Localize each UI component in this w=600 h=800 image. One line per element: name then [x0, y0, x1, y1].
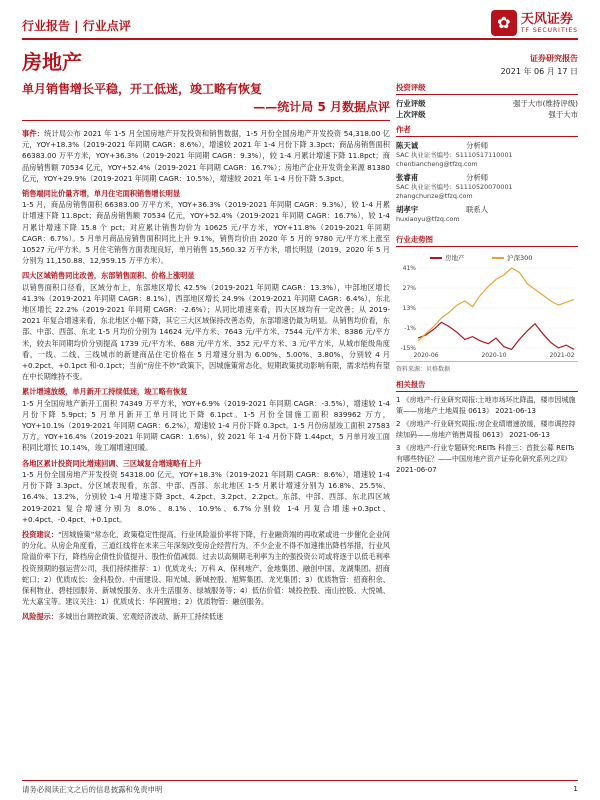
- top-bar: [22, 8, 578, 40]
- related-report-1[interactable]: 1 《房地产-行业研究周报:土地市场环比降温，楼市因城施策——房地产土地周报 0613》 2021-06-13: [396, 396, 576, 415]
- analyst-3: 胡孝宇 联系人 huxiaoyu@tfzq.com: [396, 204, 578, 224]
- para-construction: 1-5 月全国房地产新开工面积 74349 万平方米，YOY+6.9%（2019-2021 年同期 CAGR：-3.5%），增速较 1-4 月份下降 5.9pct；5 月单月新开工单月同比下降 6.1pct。1-5 月份全国施工面积 839962 万方，YOY+10.1%（2019-2021 年同期 CAGR：6.2%），增速较 1-4 月份下降 0.3pct。1-5 月份房屋竣工面积 27583 万方，YOY+16.4%（2019-2021 年同期 CAGR：1.6%），较 2021 年 1-4 月份下降 1.44pct，5 月单月竣工面积同比增长 10.14%，竣工端增速回暖。: [22, 398, 390, 453]
- footer: [22, 780, 578, 795]
- related-heading: 相关报告: [396, 379, 578, 392]
- x-tick-label: 2020-06: [413, 352, 439, 359]
- company-logo: [491, 10, 578, 36]
- report-type: 证券研究报告: [530, 54, 578, 63]
- logo-icon: ✿: [491, 10, 517, 36]
- analyst-email[interactable]: chentiancheng@tfzq.com: [396, 160, 478, 168]
- trend-chart-svg: [396, 250, 578, 362]
- x-tick-label: 2020-10: [481, 352, 507, 359]
- sec-investment-title: 各地区累计投资同比增速回调、三区域复合增速略有上升: [22, 458, 202, 468]
- analyst-heading: 作者: [396, 124, 578, 137]
- logo-en: TF SECURITIES: [520, 26, 578, 34]
- industry-rating: 行业评级 强于大市(维持评级): [396, 99, 578, 108]
- related-report-3[interactable]: 3 《房地产-行业专题研究:REITs 科普三：首批公募 REITs 有哪些特征？——中国房地产资产证券化研究系列之四》 2021-06-07: [396, 444, 575, 474]
- para-investment: 1-5 月份全国房地产开发投资 54318.00 亿元，YOY+18.3%（2019-2021 年同期 CAGR：8.6%），增速较 1-4 月份下降 3.3pct。分区域表现看，东部、中部、西部、东北地区 1-5 月累计增速分别为 16.8%、25.5%、16.4%、13.2%，分别较 1-4 月增速下降 3pct、4.2pct、3.2pct、2.2pct。东部、中部、西部、东北四区域 2019-2021 复合增速分别为 8.0%、8.1%、10.9%、6.7%分别较 1-4 月复合增速+0.3pct、+0.4pct、-0.4pct、+0.1pct。: [22, 469, 390, 524]
- sec-sales-title: 销售端同比价量齐增，单月住宅面积销售增长明显: [22, 189, 181, 199]
- analyst-1: 陈天诚 分析师 SAC 执业证书编号：S1110517110001 chentiancheng@tfzq.com: [396, 140, 578, 169]
- para-advice: 投资建议：“因城施策”常态化，政策稳定性提高，行业风险溢价率将下降，行业融资端的再收紧或进一步催化企业间的分化。从房企角度看，三道红线将在未来三年深刻改变房企经营行为，不少企业不得不加速推出降档举措，行业风险溢价率下行，降档房企债性价值提升、股性价值减弱。过去以高频期毛利率为主的强投资公司或将逐于以低毛利率投资预期的强运营公司，我们持续推荐：1）优质龙头；万科 A、保利地产、金地集团、融创中国、龙湖集团、招商蛇口；2）优质成长：金科股份、中南建设、阳光城、新城控股、旭辉集团、龙光集团；3）优质物管：招商积余、保利物业、碧桂园服务、新城悦服务、永升生活服务、绿城服务等；4）低估价值：城投控股、南山控股、大悦城、光大嘉宝等。建议关注：1）优质成长：华润置地；2）优质物管：融创服务。: [22, 529, 390, 607]
- para-event: 事件：统计局公布 2021 年 1-5 月全国房地产开发投资和销售数据，1-5 月份全国房地产开发投资 54,318.00 亿元，YOY+18.3%（2019-2021 年同期 CAGR：8.6%），增速较 2021 年 1-4 月份下降 3.3pct；商品房销售面积 66383.00 万平方米，YOY+36.3%（2019-2021 年同期 CAGR：9.3%），较 1-4 月累计增速下降 11.8pct；商品房销售额 70534 亿元，YOY+52.4%（2019-2021 年同期 CAGR：16.7%）；房地产企业开发资金来源 81380 亿元，YOY+29.9%（2019-2021 年同期 CAGR：10.5%），增速较 2021 年 1-4 月份下降 5.3pct。: [22, 129, 390, 183]
- sidebar: [396, 78, 578, 478]
- prev-rating: 上次评级 强于大市: [396, 110, 578, 119]
- main-content: [22, 128, 390, 627]
- para-sales: 1-5 月，商品房销售面积 66383.00 万平方米，YOY+36.3%（2019-2021 年同期 CAGR：9.3%），较 1-4 月累计增速下降 11.8pct；商品房销售额 70534 亿元，YOY+52.4%（2019-2021 年同期 CAGR：16.7%），较 1-4 月累计增速下降 15.8 个 pct；对应累计销售均价为 10625 元/平方米，YOY+11.8%（2019-2021 年同期 CAGR：6.7%）。5 月单月商品房销售面积同比上升 9.1%，销售均价由 2020 年 5 月的 9780 元/平方米上涨至 10527 元/平方米。5 月住宅销售方面表现良好，单月销售 15,560.32 万平方米，增长明显（2019、2020 年 5 月分别为 11,150.88、12,959.15 万平方米）。: [22, 200, 390, 266]
- y-tick-label: -1%: [404, 325, 416, 332]
- related-report-2[interactable]: 2 《房地产-行业研究周报:房企业绩增速放缓，楼市调控持续加码——房地产销售周报 0613》 2021-06-13: [396, 420, 576, 439]
- series-line-0: [418, 322, 574, 349]
- legend-label: 房地产: [445, 254, 465, 262]
- y-tick-label: -15%: [400, 345, 416, 352]
- y-tick-label: 13%: [402, 305, 416, 312]
- logo-cn: 天风证券: [520, 11, 573, 27]
- para-risk: 风险提示：多城出台调控政策、宏观经济波动、新开工持续低迷: [22, 612, 224, 622]
- trend-chart: [396, 250, 578, 362]
- report-meta: [501, 52, 578, 78]
- y-tick-label: 27%: [402, 285, 416, 292]
- rating-heading: 投资评级: [396, 82, 578, 95]
- sec-region-title: 四大区域销售同比改善，东部销售面积、价格上涨明显: [22, 271, 195, 281]
- report-titles: [22, 80, 390, 121]
- series-line-1: [418, 268, 574, 341]
- report-title: 单月销售增长平稳，开工低迷，竣工略有恢复: [22, 82, 263, 96]
- analyst-email[interactable]: huxiaoyu@tfzq.com: [396, 215, 460, 223]
- analyst-2: 张睿甫 分析师 SAC 执业证书编号：S1110520070001 zhangchunze@tfzq.com: [396, 172, 578, 201]
- x-tick-label: 2021-02: [549, 352, 575, 359]
- y-tick-label: 41%: [402, 265, 416, 272]
- analyst-email[interactable]: zhangchunze@tfzq.com: [396, 192, 473, 200]
- sec-construction-title: 累计增速放缓，单月新开工持续低迷，竣工略有恢复: [22, 387, 188, 397]
- sector-title: 房地产: [22, 50, 82, 74]
- page-number: 1: [573, 784, 578, 793]
- legend-label: 沪深300: [507, 254, 533, 262]
- breadcrumb: 行业报告 | 行业点评: [22, 19, 131, 33]
- disclaimer: 请务必阅读正文之后的信息披露和免责申明: [22, 785, 163, 794]
- para-region: 以销售面积口径看，区域分布上，东部地区增长 42.5%（2019-2021 年同期 CAGR：13.3%），中部地区增长 41.3%（2019-2021 年同期 CAGR：8.1%），西部地区增长 24.9%（2019-2021 年同期 CAGR：6.4%），东北地区增长 22.2%（2019-2021 年同期 CAGR：-2.6%）；从同比增速来看，四大区域均有一定改善；从 2019-2021 年复合增速来看，东北地区小幅下降，其它三大区域保持改善态势，东部增速仍最为明显。从销售均价看，东部、中部、西部、东北 1-5 月均价分别为 14624 元/平方米、7643 元/平方米、7544 元/平方米、8386 元/平方米，较去年同期均价分别提高 1739 元/平方米、688 元/平方米、352 元/平方米、3 元/平方米，从城市能级角度看，一线、二线、三线城市的新建商品住宅价格在 5 月增速分别为 6.00%、5.00%、3.80%，分别较 4 月+0.2pct、+0.1pct 和-0.1pct；当前“房住不炒”政策下，因城施策常态化，短期政策扰动影响有限，需求结构有望在中长期维持不变。: [22, 282, 390, 382]
- chart-source: 资料来源：贝格数据: [396, 366, 451, 373]
- report-date: 2021 年 06 月 17 日: [500, 67, 578, 76]
- report-subtitle: ——统计局 5 月数据点评: [253, 100, 390, 114]
- chart-heading: 行业走势图: [396, 234, 578, 247]
